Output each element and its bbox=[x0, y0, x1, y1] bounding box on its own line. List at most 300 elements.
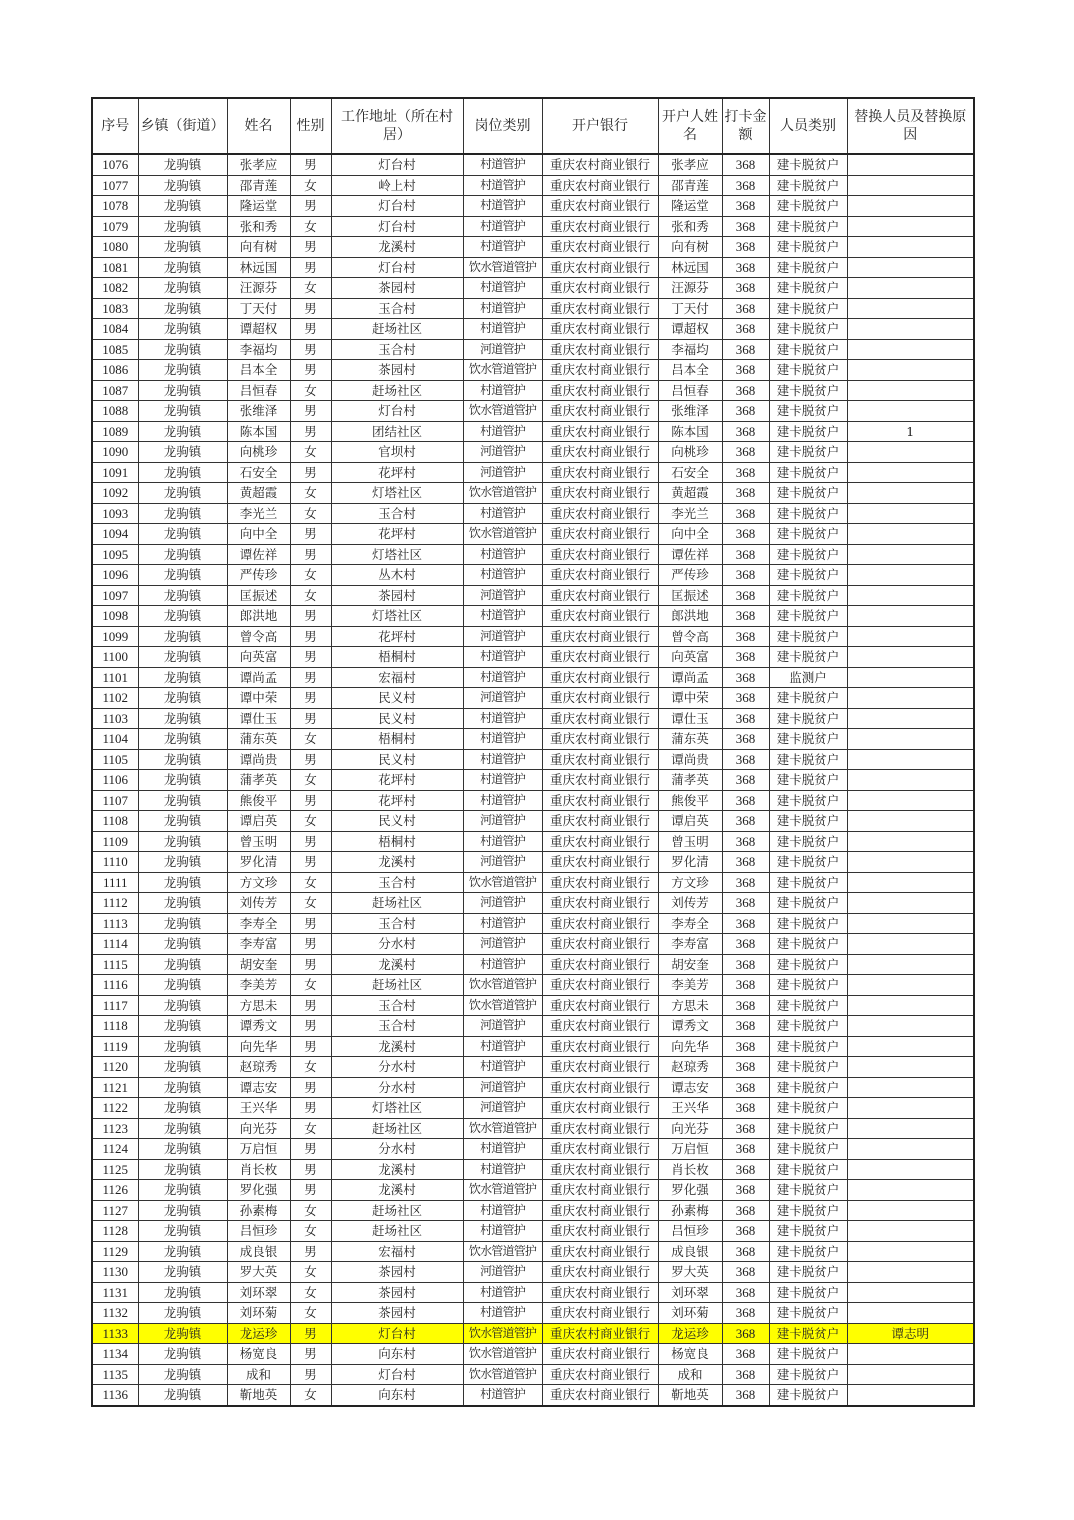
cell-town: 龙驹镇 bbox=[138, 790, 227, 811]
cell-sex: 女 bbox=[290, 811, 331, 832]
cell-sex: 男 bbox=[290, 913, 331, 934]
cell-bank: 重庆农村商业银行 bbox=[542, 606, 658, 627]
cell-name: 曾玉明 bbox=[227, 831, 290, 852]
cell-post-type: 村道管护 bbox=[463, 1159, 542, 1180]
cell-bank: 重庆农村商业银行 bbox=[542, 216, 658, 237]
cell-account-holder: 谭中荣 bbox=[658, 688, 722, 709]
table-body bbox=[92, 154, 974, 1406]
cell-bank: 重庆农村商业银行 bbox=[542, 1364, 658, 1385]
cell-person-type: 建卡脱贫户 bbox=[769, 462, 847, 483]
cell-amount: 368 bbox=[722, 585, 769, 606]
cell-town: 龙驹镇 bbox=[138, 339, 227, 360]
cell-replacement bbox=[847, 339, 974, 360]
cell-bank: 重庆农村商业银行 bbox=[542, 1036, 658, 1057]
cell-post-type: 饮水管道管护 bbox=[463, 1180, 542, 1201]
cell-address: 灯台村 bbox=[331, 216, 463, 237]
cell-amount: 368 bbox=[722, 729, 769, 750]
cell-sex: 男 bbox=[290, 995, 331, 1016]
cell-bank: 重庆农村商业银行 bbox=[542, 401, 658, 422]
cell-sex: 女 bbox=[290, 565, 331, 586]
cell-person-type: 建卡脱贫户 bbox=[769, 175, 847, 196]
cell-amount: 368 bbox=[722, 1098, 769, 1119]
cell-town: 龙驹镇 bbox=[138, 626, 227, 647]
cell-amount: 368 bbox=[722, 401, 769, 422]
cell-name: 罗化强 bbox=[227, 1180, 290, 1201]
cell-replacement bbox=[847, 565, 974, 586]
cell-serial: 1132 bbox=[92, 1303, 138, 1324]
cell-bank: 重庆农村商业银行 bbox=[542, 1282, 658, 1303]
cell-serial: 1088 bbox=[92, 401, 138, 422]
table-row bbox=[92, 852, 974, 873]
cell-bank: 重庆农村商业银行 bbox=[542, 1200, 658, 1221]
cell-bank: 重庆农村商业银行 bbox=[542, 503, 658, 524]
cell-amount: 368 bbox=[722, 544, 769, 565]
cell-address: 龙溪村 bbox=[331, 852, 463, 873]
cell-bank: 重庆农村商业银行 bbox=[542, 872, 658, 893]
cell-sex: 男 bbox=[290, 154, 331, 175]
cell-sex: 男 bbox=[290, 237, 331, 258]
cell-name: 林远国 bbox=[227, 257, 290, 278]
cell-name: 向先华 bbox=[227, 1036, 290, 1057]
cell-address: 向东村 bbox=[331, 1344, 463, 1365]
cell-name: 王兴华 bbox=[227, 1098, 290, 1119]
cell-name: 谭佐祥 bbox=[227, 544, 290, 565]
cell-address: 赶场社区 bbox=[331, 1200, 463, 1221]
cell-bank: 重庆农村商业银行 bbox=[542, 380, 658, 401]
cell-town: 龙驹镇 bbox=[138, 1180, 227, 1201]
cell-name: 张和秀 bbox=[227, 216, 290, 237]
cell-serial: 1122 bbox=[92, 1098, 138, 1119]
cell-account-holder: 丁天付 bbox=[658, 298, 722, 319]
cell-sex: 男 bbox=[290, 749, 331, 770]
cell-serial: 1126 bbox=[92, 1180, 138, 1201]
cell-sex: 女 bbox=[290, 380, 331, 401]
cell-replacement bbox=[847, 1118, 974, 1139]
cell-sex: 男 bbox=[290, 626, 331, 647]
cell-person-type: 建卡脱贫户 bbox=[769, 1180, 847, 1201]
cell-address: 花坪村 bbox=[331, 462, 463, 483]
cell-person-type: 建卡脱贫户 bbox=[769, 339, 847, 360]
cell-name: 向英富 bbox=[227, 647, 290, 668]
cell-bank: 重庆农村商业银行 bbox=[542, 995, 658, 1016]
cell-name: 肖长枚 bbox=[227, 1159, 290, 1180]
cell-replacement bbox=[847, 1036, 974, 1057]
cell-town: 龙驹镇 bbox=[138, 893, 227, 914]
cell-town: 龙驹镇 bbox=[138, 565, 227, 586]
cell-person-type: 建卡脱贫户 bbox=[769, 1139, 847, 1160]
cell-sex: 女 bbox=[290, 1262, 331, 1283]
cell-bank: 重庆农村商业银行 bbox=[542, 975, 658, 996]
cell-person-type: 建卡脱贫户 bbox=[769, 975, 847, 996]
cell-amount: 368 bbox=[722, 1159, 769, 1180]
cell-replacement bbox=[847, 913, 974, 934]
cell-bank: 重庆农村商业银行 bbox=[542, 790, 658, 811]
cell-sex: 男 bbox=[290, 1344, 331, 1365]
cell-post-type: 村道管护 bbox=[463, 154, 542, 175]
cell-name: 李福均 bbox=[227, 339, 290, 360]
cell-bank: 重庆农村商业银行 bbox=[542, 1098, 658, 1119]
table-row bbox=[92, 216, 974, 237]
cell-account-holder: 方思未 bbox=[658, 995, 722, 1016]
cell-amount: 368 bbox=[722, 462, 769, 483]
cell-replacement bbox=[847, 401, 974, 422]
cell-post-type: 村道管护 bbox=[463, 544, 542, 565]
cell-name: 刘环菊 bbox=[227, 1303, 290, 1324]
cell-bank: 重庆农村商业银行 bbox=[542, 319, 658, 340]
cell-serial: 1105 bbox=[92, 749, 138, 770]
cell-post-type: 饮水管道管护 bbox=[463, 524, 542, 545]
cell-address: 宏福村 bbox=[331, 1241, 463, 1262]
cell-name: 向中全 bbox=[227, 524, 290, 545]
cell-amount: 368 bbox=[722, 893, 769, 914]
cell-town: 龙驹镇 bbox=[138, 154, 227, 175]
cell-bank: 重庆农村商业银行 bbox=[542, 237, 658, 258]
table-row bbox=[92, 1077, 974, 1098]
cell-replacement bbox=[847, 1180, 974, 1201]
cell-replacement bbox=[847, 954, 974, 975]
table-row bbox=[92, 1303, 974, 1324]
cell-address: 龙溪村 bbox=[331, 954, 463, 975]
cell-bank: 重庆农村商业银行 bbox=[542, 544, 658, 565]
cell-amount: 368 bbox=[722, 421, 769, 442]
cell-amount: 368 bbox=[722, 1139, 769, 1160]
cell-sex: 女 bbox=[290, 483, 331, 504]
cell-replacement bbox=[847, 442, 974, 463]
table-row bbox=[92, 1180, 974, 1201]
cell-bank: 重庆农村商业银行 bbox=[542, 421, 658, 442]
cell-account-holder: 李寿富 bbox=[658, 934, 722, 955]
cell-account-holder: 邵青莲 bbox=[658, 175, 722, 196]
cell-replacement bbox=[847, 831, 974, 852]
cell-sex: 男 bbox=[290, 544, 331, 565]
cell-replacement bbox=[847, 975, 974, 996]
cell-person-type: 建卡脱贫户 bbox=[769, 1016, 847, 1037]
cell-person-type: 建卡脱贫户 bbox=[769, 790, 847, 811]
cell-post-type: 河道管护 bbox=[463, 1098, 542, 1119]
cell-serial: 1089 bbox=[92, 421, 138, 442]
cell-name: 谭志安 bbox=[227, 1077, 290, 1098]
cell-post-type: 饮水管道管护 bbox=[463, 257, 542, 278]
table-row bbox=[92, 1016, 974, 1037]
cell-serial: 1087 bbox=[92, 380, 138, 401]
cell-account-holder: 郎洪地 bbox=[658, 606, 722, 627]
cell-account-holder: 肖长枚 bbox=[658, 1159, 722, 1180]
cell-amount: 368 bbox=[722, 1036, 769, 1057]
cell-name: 万启恒 bbox=[227, 1139, 290, 1160]
cell-serial: 1124 bbox=[92, 1139, 138, 1160]
header-row bbox=[92, 98, 974, 154]
cell-town: 龙驹镇 bbox=[138, 934, 227, 955]
cell-town: 龙驹镇 bbox=[138, 524, 227, 545]
cell-town: 龙驹镇 bbox=[138, 1077, 227, 1098]
cell-serial: 1083 bbox=[92, 298, 138, 319]
table-row bbox=[92, 975, 974, 996]
cell-sex: 女 bbox=[290, 729, 331, 750]
cell-post-type: 河道管护 bbox=[463, 852, 542, 873]
cell-sex: 女 bbox=[290, 1118, 331, 1139]
cell-bank: 重庆农村商业银行 bbox=[542, 1241, 658, 1262]
cell-replacement bbox=[847, 360, 974, 381]
cell-person-type: 建卡脱贫户 bbox=[769, 544, 847, 565]
cell-account-holder: 谭志安 bbox=[658, 1077, 722, 1098]
cell-replacement bbox=[847, 1385, 974, 1406]
cell-post-type: 饮水管道管护 bbox=[463, 872, 542, 893]
cell-town: 龙驹镇 bbox=[138, 1139, 227, 1160]
cell-town: 龙驹镇 bbox=[138, 1200, 227, 1221]
cell-replacement bbox=[847, 503, 974, 524]
cell-person-type: 建卡脱贫户 bbox=[769, 1344, 847, 1365]
cell-post-type: 村道管护 bbox=[463, 1282, 542, 1303]
cell-amount: 368 bbox=[722, 975, 769, 996]
cell-account-holder: 蒲东英 bbox=[658, 729, 722, 750]
cell-account-holder: 王兴华 bbox=[658, 1098, 722, 1119]
table-row bbox=[92, 524, 974, 545]
cell-post-type: 河道管护 bbox=[463, 811, 542, 832]
cell-replacement bbox=[847, 606, 974, 627]
table-row bbox=[92, 688, 974, 709]
cell-account-holder: 吕本全 bbox=[658, 360, 722, 381]
cell-name: 向光芬 bbox=[227, 1118, 290, 1139]
cell-serial: 1103 bbox=[92, 708, 138, 729]
cell-post-type: 村道管护 bbox=[463, 1139, 542, 1160]
cell-person-type: 建卡脱贫户 bbox=[769, 1036, 847, 1057]
cell-name: 蒲孝英 bbox=[227, 770, 290, 791]
cell-post-type: 饮水管道管护 bbox=[463, 1118, 542, 1139]
cell-address: 分水村 bbox=[331, 1057, 463, 1078]
cell-post-type: 河道管护 bbox=[463, 893, 542, 914]
cell-person-type: 建卡脱贫户 bbox=[769, 626, 847, 647]
cell-serial: 1082 bbox=[92, 278, 138, 299]
cell-person-type: 建卡脱贫户 bbox=[769, 1262, 847, 1283]
table-row bbox=[92, 770, 974, 791]
cell-person-type: 建卡脱贫户 bbox=[769, 1159, 847, 1180]
header-town: 乡镇（街道） bbox=[138, 98, 227, 154]
cell-town: 龙驹镇 bbox=[138, 688, 227, 709]
cell-address: 赶场社区 bbox=[331, 1118, 463, 1139]
cell-account-holder: 谭尚孟 bbox=[658, 667, 722, 688]
cell-sex: 男 bbox=[290, 1364, 331, 1385]
cell-sex: 女 bbox=[290, 770, 331, 791]
cell-town: 龙驹镇 bbox=[138, 421, 227, 442]
cell-account-holder: 罗大英 bbox=[658, 1262, 722, 1283]
cell-serial: 1135 bbox=[92, 1364, 138, 1385]
cell-person-type: 建卡脱贫户 bbox=[769, 565, 847, 586]
cell-account-holder: 李福均 bbox=[658, 339, 722, 360]
table-row bbox=[92, 1057, 974, 1078]
cell-person-type: 建卡脱贫户 bbox=[769, 688, 847, 709]
cell-address: 梧桐村 bbox=[331, 831, 463, 852]
cell-serial: 1134 bbox=[92, 1344, 138, 1365]
cell-town: 龙驹镇 bbox=[138, 1282, 227, 1303]
cell-sex: 男 bbox=[290, 852, 331, 873]
cell-name: 李寿全 bbox=[227, 913, 290, 934]
header-address: 工作地址（所在村居） bbox=[331, 98, 463, 154]
cell-bank: 重庆农村商业银行 bbox=[542, 954, 658, 975]
table-row bbox=[92, 1241, 974, 1262]
header-bank: 开户银行 bbox=[542, 98, 658, 154]
table-row bbox=[92, 339, 974, 360]
table-row bbox=[92, 606, 974, 627]
cell-town: 龙驹镇 bbox=[138, 1057, 227, 1078]
cell-town: 龙驹镇 bbox=[138, 811, 227, 832]
cell-person-type: 建卡脱贫户 bbox=[769, 1118, 847, 1139]
cell-replacement bbox=[847, 790, 974, 811]
cell-person-type: 建卡脱贫户 bbox=[769, 708, 847, 729]
cell-address: 玉合村 bbox=[331, 913, 463, 934]
cell-person-type: 建卡脱贫户 bbox=[769, 1323, 847, 1344]
cell-address: 分水村 bbox=[331, 1139, 463, 1160]
cell-post-type: 河道管护 bbox=[463, 688, 542, 709]
cell-town: 龙驹镇 bbox=[138, 1385, 227, 1406]
table-row bbox=[92, 811, 974, 832]
cell-account-holder: 罗化强 bbox=[658, 1180, 722, 1201]
cell-account-holder: 吕恒春 bbox=[658, 380, 722, 401]
cell-account-holder: 靳地英 bbox=[658, 1385, 722, 1406]
cell-address: 梧桐村 bbox=[331, 729, 463, 750]
table-row bbox=[92, 380, 974, 401]
cell-post-type: 村道管护 bbox=[463, 913, 542, 934]
cell-address: 民义村 bbox=[331, 749, 463, 770]
cell-name: 成良银 bbox=[227, 1241, 290, 1262]
cell-account-holder: 匡振述 bbox=[658, 585, 722, 606]
table-row bbox=[92, 1282, 974, 1303]
cell-serial: 1120 bbox=[92, 1057, 138, 1078]
cell-account-holder: 谭超权 bbox=[658, 319, 722, 340]
cell-person-type: 建卡脱贫户 bbox=[769, 257, 847, 278]
cell-address: 向东村 bbox=[331, 1385, 463, 1406]
cell-bank: 重庆农村商业银行 bbox=[542, 1303, 658, 1324]
cell-serial: 1127 bbox=[92, 1200, 138, 1221]
cell-amount: 368 bbox=[722, 442, 769, 463]
cell-account-holder: 李光兰 bbox=[658, 503, 722, 524]
cell-amount: 368 bbox=[722, 995, 769, 1016]
cell-bank: 重庆农村商业银行 bbox=[542, 688, 658, 709]
cell-address: 梧桐村 bbox=[331, 647, 463, 668]
table-row bbox=[92, 708, 974, 729]
cell-serial: 1116 bbox=[92, 975, 138, 996]
cell-town: 龙驹镇 bbox=[138, 729, 227, 750]
cell-bank: 重庆农村商业银行 bbox=[542, 298, 658, 319]
cell-person-type: 建卡脱贫户 bbox=[769, 1221, 847, 1242]
cell-town: 龙驹镇 bbox=[138, 196, 227, 217]
cell-address: 官坝村 bbox=[331, 442, 463, 463]
cell-person-type: 建卡脱贫户 bbox=[769, 319, 847, 340]
table-row bbox=[92, 1323, 974, 1344]
header-person-type: 人员类别 bbox=[769, 98, 847, 154]
cell-address: 团结社区 bbox=[331, 421, 463, 442]
cell-name: 张孝应 bbox=[227, 154, 290, 175]
cell-serial: 1084 bbox=[92, 319, 138, 340]
cell-post-type: 村道管护 bbox=[463, 503, 542, 524]
cell-name: 靳地英 bbox=[227, 1385, 290, 1406]
cell-name: 方文珍 bbox=[227, 872, 290, 893]
cell-amount: 368 bbox=[722, 708, 769, 729]
cell-post-type: 河道管护 bbox=[463, 626, 542, 647]
cell-person-type: 建卡脱贫户 bbox=[769, 585, 847, 606]
cell-name: 杨宽良 bbox=[227, 1344, 290, 1365]
cell-address: 灯台村 bbox=[331, 1364, 463, 1385]
cell-amount: 368 bbox=[722, 360, 769, 381]
cell-sex: 女 bbox=[290, 585, 331, 606]
cell-post-type: 村道管护 bbox=[463, 298, 542, 319]
cell-amount: 368 bbox=[722, 257, 769, 278]
cell-town: 龙驹镇 bbox=[138, 667, 227, 688]
cell-serial: 1114 bbox=[92, 934, 138, 955]
cell-town: 龙驹镇 bbox=[138, 298, 227, 319]
cell-account-holder: 向有树 bbox=[658, 237, 722, 258]
table-row bbox=[92, 1200, 974, 1221]
cell-bank: 重庆农村商业银行 bbox=[542, 749, 658, 770]
cell-person-type: 建卡脱贫户 bbox=[769, 1241, 847, 1262]
cell-bank: 重庆农村商业银行 bbox=[542, 1323, 658, 1344]
cell-account-holder: 罗化清 bbox=[658, 852, 722, 873]
cell-serial: 1102 bbox=[92, 688, 138, 709]
cell-amount: 368 bbox=[722, 913, 769, 934]
cell-replacement bbox=[847, 647, 974, 668]
cell-replacement bbox=[847, 749, 974, 770]
cell-bank: 重庆农村商业银行 bbox=[542, 1139, 658, 1160]
cell-sex: 女 bbox=[290, 442, 331, 463]
cell-bank: 重庆农村商业银行 bbox=[542, 1262, 658, 1283]
cell-person-type: 建卡脱贫户 bbox=[769, 298, 847, 319]
cell-bank: 重庆农村商业银行 bbox=[542, 1077, 658, 1098]
table-row bbox=[92, 1262, 974, 1283]
cell-town: 龙驹镇 bbox=[138, 975, 227, 996]
cell-account-holder: 李美芳 bbox=[658, 975, 722, 996]
cell-sex: 男 bbox=[290, 319, 331, 340]
cell-bank: 重庆农村商业银行 bbox=[542, 196, 658, 217]
table-row bbox=[92, 893, 974, 914]
cell-bank: 重庆农村商业银行 bbox=[542, 831, 658, 852]
cell-person-type: 建卡脱贫户 bbox=[769, 893, 847, 914]
cell-name: 曾令高 bbox=[227, 626, 290, 647]
cell-replacement bbox=[847, 524, 974, 545]
cell-replacement bbox=[847, 1303, 974, 1324]
cell-serial: 1111 bbox=[92, 872, 138, 893]
cell-post-type: 村道管护 bbox=[463, 1200, 542, 1221]
cell-account-holder: 赵琼秀 bbox=[658, 1057, 722, 1078]
cell-post-type: 河道管护 bbox=[463, 1262, 542, 1283]
header-replacement: 替换人员及替换原因 bbox=[847, 98, 974, 154]
cell-person-type: 建卡脱贫户 bbox=[769, 1303, 847, 1324]
cell-account-holder: 成和 bbox=[658, 1364, 722, 1385]
cell-person-type: 建卡脱贫户 bbox=[769, 196, 847, 217]
cell-address: 丛木村 bbox=[331, 565, 463, 586]
cell-sex: 男 bbox=[290, 934, 331, 955]
cell-post-type: 村道管护 bbox=[463, 749, 542, 770]
cell-replacement bbox=[847, 1098, 974, 1119]
cell-sex: 女 bbox=[290, 175, 331, 196]
cell-bank: 重庆农村商业银行 bbox=[542, 893, 658, 914]
cell-address: 灯台村 bbox=[331, 154, 463, 175]
cell-account-holder: 熊俊平 bbox=[658, 790, 722, 811]
table-row bbox=[92, 1344, 974, 1365]
cell-person-type: 建卡脱贫户 bbox=[769, 1057, 847, 1078]
cell-post-type: 饮水管道管护 bbox=[463, 995, 542, 1016]
cell-amount: 368 bbox=[722, 565, 769, 586]
cell-address: 赶场社区 bbox=[331, 1221, 463, 1242]
cell-post-type: 村道管护 bbox=[463, 1303, 542, 1324]
table-row bbox=[92, 647, 974, 668]
cell-serial: 1133 bbox=[92, 1323, 138, 1344]
table-row bbox=[92, 544, 974, 565]
cell-post-type: 河道管护 bbox=[463, 1016, 542, 1037]
cell-post-type: 河道管护 bbox=[463, 934, 542, 955]
cell-post-type: 村道管护 bbox=[463, 196, 542, 217]
cell-amount: 368 bbox=[722, 790, 769, 811]
cell-post-type: 村道管护 bbox=[463, 1385, 542, 1406]
cell-serial: 1123 bbox=[92, 1118, 138, 1139]
